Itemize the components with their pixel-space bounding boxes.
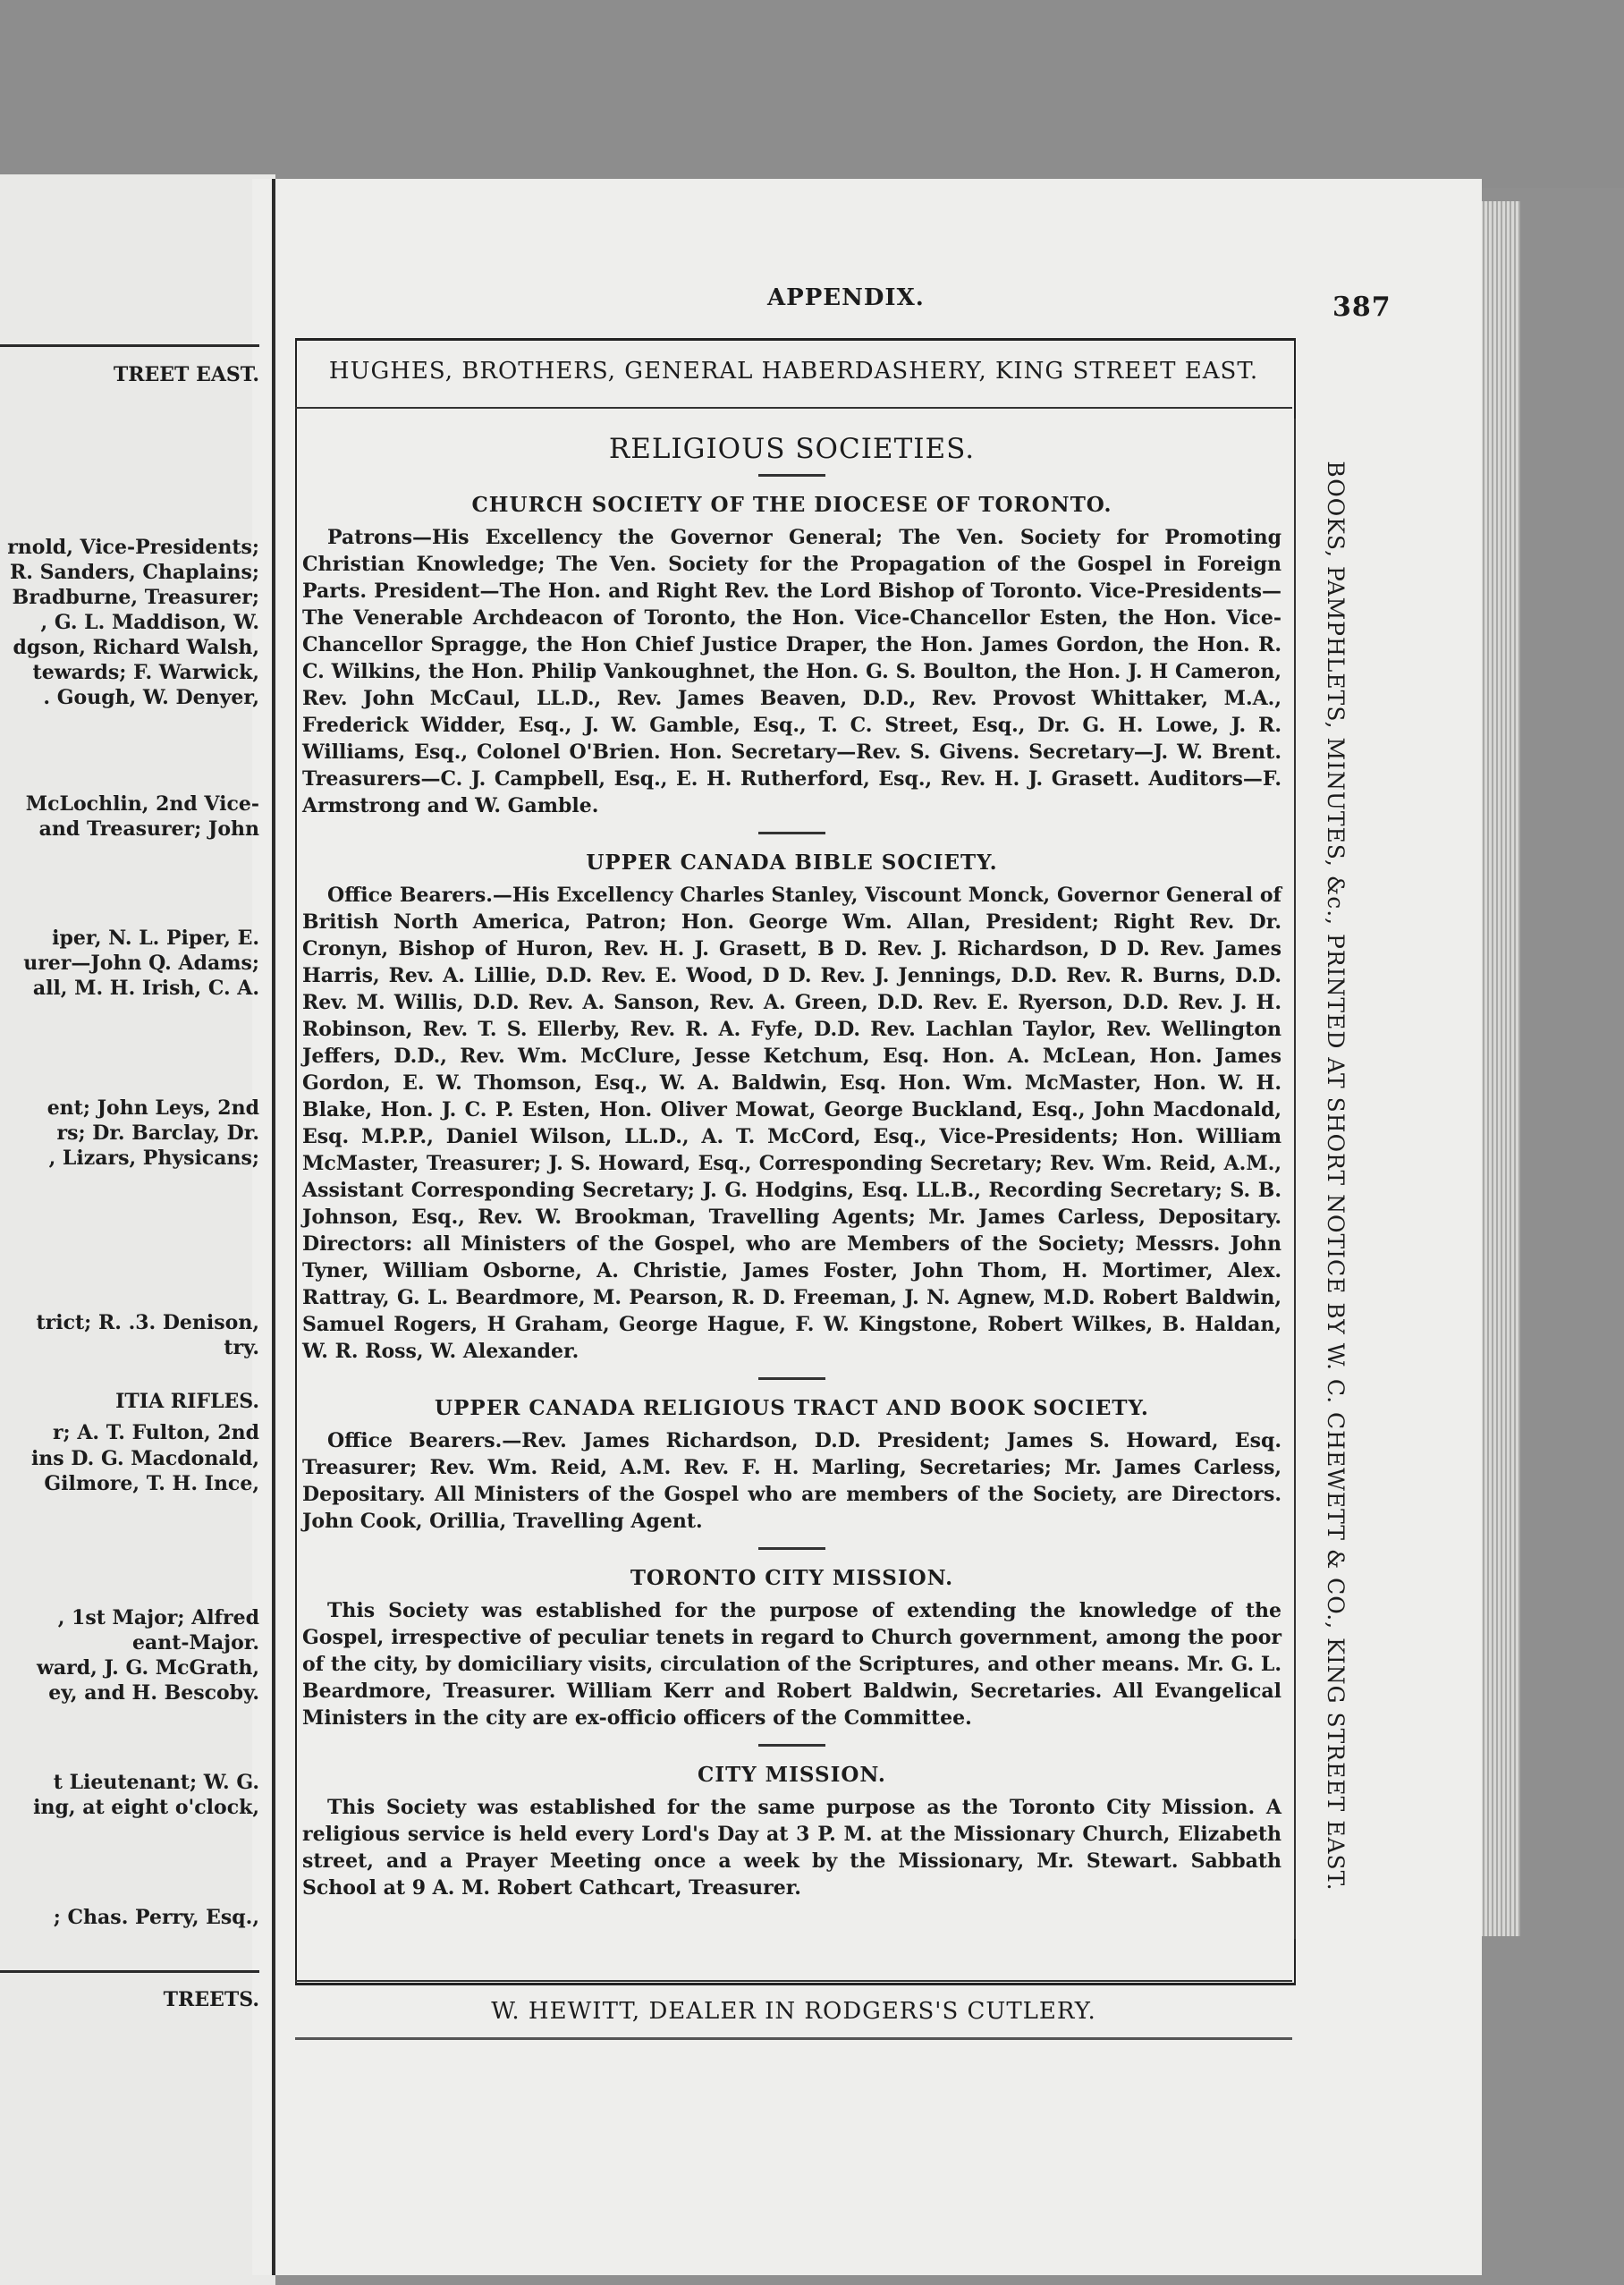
- left-page-line: iper, N. L. Piper, E.: [52, 927, 259, 950]
- left-page-header: TREET EAST.: [113, 363, 259, 386]
- sections-list: [293, 493, 1290, 1901]
- left-page-line: ; Chas. Perry, Esq.,: [53, 1906, 259, 1929]
- left-page-line: Bradburne, Treasurer;: [12, 586, 259, 609]
- society-section: [293, 1566, 1290, 1747]
- left-page-line: and Treasurer; John: [38, 817, 259, 841]
- footer-rule: [295, 1980, 1292, 1982]
- left-page-line: Gilmore, T. H. Ince,: [44, 1472, 259, 1495]
- left-page-line: , 1st Major; Alfred: [57, 1606, 259, 1629]
- book-spine: [272, 179, 275, 2275]
- section-text: This Society was established for the same purpose as the Toronto City Mission. A religious service is held every Lord's Day at 3 P. M. at the Missionary Church, Elizabeth street, and a Prayer Meeting once a week by the Missionary, Mr. Stewart. Sabbath School at 9 A. M. Robert Cathcart, Treasurer.: [302, 1796, 1281, 1900]
- society-section: [293, 493, 1290, 834]
- divider: [758, 1547, 825, 1550]
- left-page-line: ent; John Leys, 2nd: [47, 1096, 259, 1120]
- left-page-line: ey, and H. Bescoby.: [48, 1681, 259, 1705]
- left-page-line: . Gough, W. Denyer,: [43, 686, 259, 709]
- left-page-line: try.: [224, 1336, 259, 1359]
- main-content: [293, 420, 1290, 1914]
- top-advert-banner: HUGHES, BROTHERS, GENERAL HABERDASHERY, KING STREET EAST.: [328, 358, 1259, 385]
- left-page: [0, 174, 275, 2285]
- left-page-line: , G. L. Maddison, W.: [40, 611, 259, 634]
- page-title: RELIGIOUS SOCIETIES.: [608, 433, 976, 465]
- society-section: [293, 1396, 1290, 1550]
- left-page-line: , Lizars, Physicans;: [48, 1147, 259, 1170]
- banner-rule: [295, 407, 1292, 409]
- left-page-line: tewards; F. Warwick,: [32, 661, 259, 684]
- left-page-line: urer—John Q. Adams;: [23, 952, 259, 975]
- section-text: Office Bearers.—His Excellency Charles Stanley, Viscount Monck, Governor General of British North America, Patron; Hon. George Wm. Allan, President; Right Rev. Dr. Cronyn, Bishop of Huron, Rev. H. J. Grasett, B D. Rev. J. Richardson, D D. Rev. James Harris, Rev. A. Lillie, D.D. Rev. E. Wood, D D. Rev. J. Jennings, D.D. Rev. R. Burns, D.D. Rev. M. Willis, D.D. Rev. A. Sanson, Rev. A. Green, D.D. Rev. E. Ryerson, D.D. Rev. J. H. Robinson, Rev. T. S. Ellerby, Rev. R. A. Fyfe, D.D. Rev. Lachlan Taylor, Rev. Wellington Jeffers, D.D., Rev. Wm. McClure, Jesse Ketchum, Esq. Hon. A. McLean, Hon. James Gordon, E. W. Thomson, Esq., W. A. Baldwin, Esq. Hon. Wm. McMaster, Hon. W. H. Blake, Hon. J. C. P. Esten, Hon. Oliver Mowat, George Buckland, Esq., John Macdonald, Esq. M.P.P., Daniel Wilson, LL.D., A. T. McCord, Esq., Vice-Presidents; Hon. William McMaster, Treasurer; J. S. Howard, Esq., Corresponding Secretary; Rev. Wm. Reid, A.M., Assistant Corresponding Secretary; J. G. Hodgins, Esq. LL.B., Recording Secretary; S. B. Johnson, Esq., Rev. W. Brookman, Travelling Agents; Mr. James Carless, Depositary. Directors: all Ministers of the Gospel, who are Members of the Society; Messrs. John Tyner, William Osborne, A. Christie, James Foster, John Thom, H. Mortimer, Alex. Rattray, G. L. Beardmore, M. Pearson, R. D. Freeman, J. N. Agnew, M.D. Robert Baldwin, Samuel Rogers, H Graham, George Hague, F. W. Kingstone, Robert Wilkes, B. Haldan, W. R. Ross, W. Alexander.: [302, 884, 1281, 1363]
- left-page-footer: TREETS.: [163, 1988, 259, 2011]
- running-head: APPENDIX.: [767, 284, 925, 311]
- divider: [758, 474, 825, 477]
- divider: [758, 1744, 825, 1747]
- left-page-line: McLochlin, 2nd Vice-: [25, 792, 259, 816]
- bottom-advert-banner: W. HEWITT, DEALER IN RODGERS'S CUTLERY.: [491, 1998, 1096, 2025]
- section-title: CITY MISSION.: [698, 1763, 886, 1787]
- society-section: [293, 1763, 1290, 1901]
- left-page-line: t Lieutenant; W. G.: [53, 1771, 259, 1794]
- left-page-line: ITIA RIFLES.: [115, 1390, 259, 1413]
- left-page-line: ward, J. G. McGrath,: [36, 1656, 259, 1680]
- left-page-line: rs; Dr. Barclay, Dr.: [56, 1121, 259, 1145]
- left-page-line: ing, at eight o'clock,: [33, 1796, 259, 1819]
- section-text: Office Bearers.—Rev. James Richardson, D.D. President; James S. Howard, Esq. Treasurer; Rev. Wm. Reid, A.M. Rev. F. H. Marling, Secretaries; Mr. James Carless, Depositary. All Ministers of the Gospel who are members of the Society, are Directors. John Cook, Orillia, Travelling Agent.: [302, 1429, 1281, 1533]
- divider: [758, 832, 825, 834]
- left-page-line: ins D. G. Macdonald,: [30, 1447, 259, 1470]
- left-page-line: rnold, Vice-Presidents;: [7, 536, 259, 559]
- left-page-line: all, M. H. Irish, C. A.: [32, 977, 259, 1000]
- left-page-rule: [0, 344, 259, 347]
- left-page-line: dgson, Richard Walsh,: [13, 636, 259, 659]
- society-section: [293, 851, 1290, 1380]
- left-page-line: trict; R. .3. Denison,: [36, 1311, 259, 1334]
- left-page-line: r; A. T. Fulton, 2nd: [52, 1421, 259, 1444]
- side-advert-banner: BOOKS, PAMPHLETS, MINUTES, &c., PRINTED AT SHORT NOTICE BY W. C. CHEWETT & CO., KING STREET EAST.: [1323, 461, 1349, 1891]
- section-title: TORONTO CITY MISSION.: [630, 1566, 954, 1590]
- section-title: UPPER CANADA RELIGIOUS TRACT AND BOOK SOCIETY.: [435, 1396, 1149, 1420]
- section-text: This Society was established for the purpose of extending the knowledge of the Gospel, irrespective of peculiar tenets in regard to Church government, among the poor of the city, by domiciliary visits, circulation of the Scriptures, and other means. Mr. G. L. Beardmore, Treasurer. William Kerr and Robert Baldwin, Secretaries. All Evangelical Ministers in the city are ex-officio officers of the Committee.: [302, 1599, 1281, 1730]
- left-page-rule: [0, 1970, 259, 1973]
- divider: [758, 1377, 825, 1380]
- left-page-line: eant-Major.: [131, 1631, 259, 1655]
- scan-background: [0, 0, 1624, 188]
- section-text: Patrons—His Excellency the Governor General; The Ven. Society for Promoting Christian Knowledge; The Ven. Society for the Propagation of the Gospel in Foreign Parts. President—The Hon. and Right Rev. the Lord Bishop of Toronto. Vice-Presidents—The Venerable Archdeacon of Toronto, the Hon. Vice-Chancellor Esten, the Hon. Vice-Chancellor Spragge, the Hon Chief Justice Draper, the Hon. James Gordon, the Hon. R. C. Wilkins, the Hon. Philip Vankoughnet, the Hon. G. S. Boulton, the Hon. J. H Cameron, Rev. John McCaul, LL.D., Rev. James Beaven, D.D., Rev. Provost Whittaker, M.A., Frederick Widder, Esq., J. W. Gamble, Esq., T. C. Street, Esq., Dr. G. H. Lowe, J. R. Williams, Esq., Colonel O'Brien. Hon. Secretary—Rev. S. Givens. Secretary—J. W. Brent. Treasurers—C. J. Campbell, Esq., E. H. Rutherford, Esq., Rev. H. J. Grasett. Auditors—F. Armstrong and W. Gamble.: [302, 526, 1281, 817]
- page-number: 387: [1332, 292, 1391, 323]
- section-title: CHURCH SOCIETY OF THE DIOCESE OF TORONTO.: [471, 493, 1112, 517]
- bottom-rule: [295, 2037, 1292, 2040]
- left-page-line: R. Sanders, Chaplains;: [9, 561, 259, 584]
- section-title: UPPER CANADA BIBLE SOCIETY.: [586, 851, 998, 875]
